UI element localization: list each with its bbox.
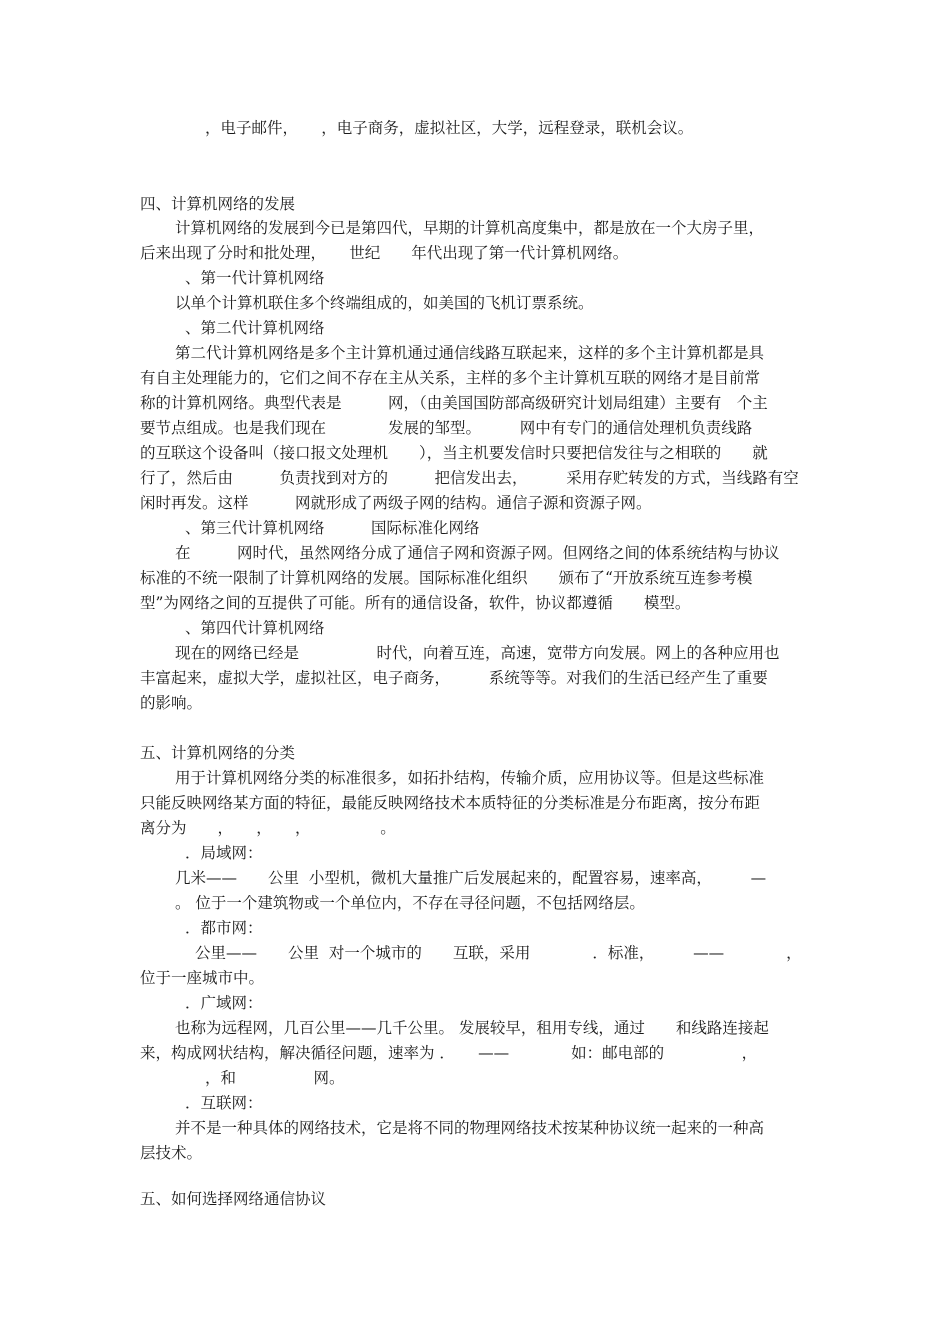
- text-line: 在 网时代，虽然网络分成了通信子网和资源子网。但网络之间的体系统结构与协议: [175, 544, 780, 562]
- subheading: ．局域网：: [185, 844, 263, 862]
- text-line: 标准的不统一限制了计算机网络的发展。国际标准化组织 颁布了“开放系统互连参考模: [140, 569, 753, 587]
- text-line: 型”为网络之间的互提供了可能。所有的通信设备，软件，协议都遵循 模型。: [140, 594, 691, 612]
- text-line: 后来出现了分时和批处理， 世纪 年代出现了第一代计算机网络。: [140, 244, 629, 262]
- text-line: 第二代计算机网络是多个主计算机通过通信线路互联起来，这样的多个主计算机都是具: [175, 344, 765, 362]
- text-line: 位于一座城市中。: [140, 969, 265, 987]
- section-heading: 五、计算机网络的分类: [140, 744, 296, 762]
- text-line: 闲时再发。这样 网就形成了两级子网的结构。通信子源和资源子网。: [140, 494, 652, 512]
- section-heading: 四、计算机网络的发展: [140, 195, 296, 213]
- text-line: 用于计算机网络分类的标准很多，如拓扑结构，传输介质，应用协议等。但是这些标准: [175, 769, 765, 787]
- text-line: 以单个计算机联住多个终端组成的，如美国的飞机订票系统。: [175, 294, 594, 312]
- subheading: ．广域网：: [185, 994, 263, 1012]
- subheading: 、第二代计算机网络: [185, 319, 325, 337]
- text-line: 只能反映网络某方面的特征，最能反映网络技术本质特征的分类标准是分布距离，按分布距: [140, 794, 761, 812]
- text-line: 。 位于一个建筑物或一个单位内，不存在寻径问题，不包括网络层。: [175, 894, 645, 912]
- text-line: ，电子邮件， ，电子商务，虚拟社区，大学，远程登录，联机会议。: [205, 119, 694, 137]
- section-heading: 五、如何选择网络通信协议: [140, 1190, 327, 1208]
- subheading: 、第一代计算机网络: [185, 269, 325, 287]
- text-line: 公里—— 公里 对一个城市的 互联，采用 ．标准， —— ，: [195, 944, 802, 962]
- text-line: 的互联这个设备叫（接口报文处理机 ），当主机要发信时只要把信发往与之相联的 就: [140, 444, 768, 462]
- text-line: 丰富起来，虚拟大学，虚拟社区，电子商务， 系统等等。对我们的生活已经产生了重要: [140, 669, 768, 687]
- text-line: 称的计算机网络。典型代表是 网，（由美国国防部高级研究计划局组建）主要有 个主: [140, 394, 768, 412]
- text-line: 层技术。: [140, 1144, 203, 1162]
- text-line: 也称为远程网，几百公里——几千公里。 发展较早，租用专线，通过 和线路连接起: [175, 1019, 769, 1037]
- text-line: 要节点组成。也是我们现在 发展的邹型。 网中有专门的通信处理机负责线路: [140, 419, 753, 437]
- text-line: 离分为 ， ， ， 。: [140, 819, 396, 837]
- subheading: ．都市网：: [185, 919, 263, 937]
- text-line: 来，构成网状结构，解决循径问题，速率为 ． —— 如：邮电部的 ，: [140, 1044, 758, 1062]
- text-line: 的影响。: [140, 694, 203, 712]
- text-line: 行了，然后由 负责找到对方的 把信发出去， 采用存贮转发的方式，当线路有空: [140, 469, 799, 487]
- subheading: 、第四代计算机网络: [185, 619, 325, 637]
- text-line: 并不是一种具体的网络技术，它是将不同的物理网络技术按某种协议统一起来的一种高: [175, 1119, 765, 1137]
- text-line: 几米—— 公里 小型机，微机大量推广后发展起来的，配置容易，速率高， —: [175, 869, 767, 887]
- text-line: ，和 网。: [205, 1069, 345, 1087]
- text-line: 计算机网络的发展到今已是第四代，早期的计算机高度集中，都是放在一个大房子里，: [175, 219, 765, 237]
- text-line: 有自主处理能力的，它们之间不存在主从关系，主样的多个主计算机互联的网络才是目前常: [140, 369, 761, 387]
- subheading: 、第三代计算机网络 国际标准化网络: [185, 519, 480, 537]
- subheading: ．互联网：: [185, 1094, 263, 1112]
- text-line: 现在的网络已经是 时代，向着互连，高速，宽带方向发展。网上的各种应用也: [175, 644, 780, 662]
